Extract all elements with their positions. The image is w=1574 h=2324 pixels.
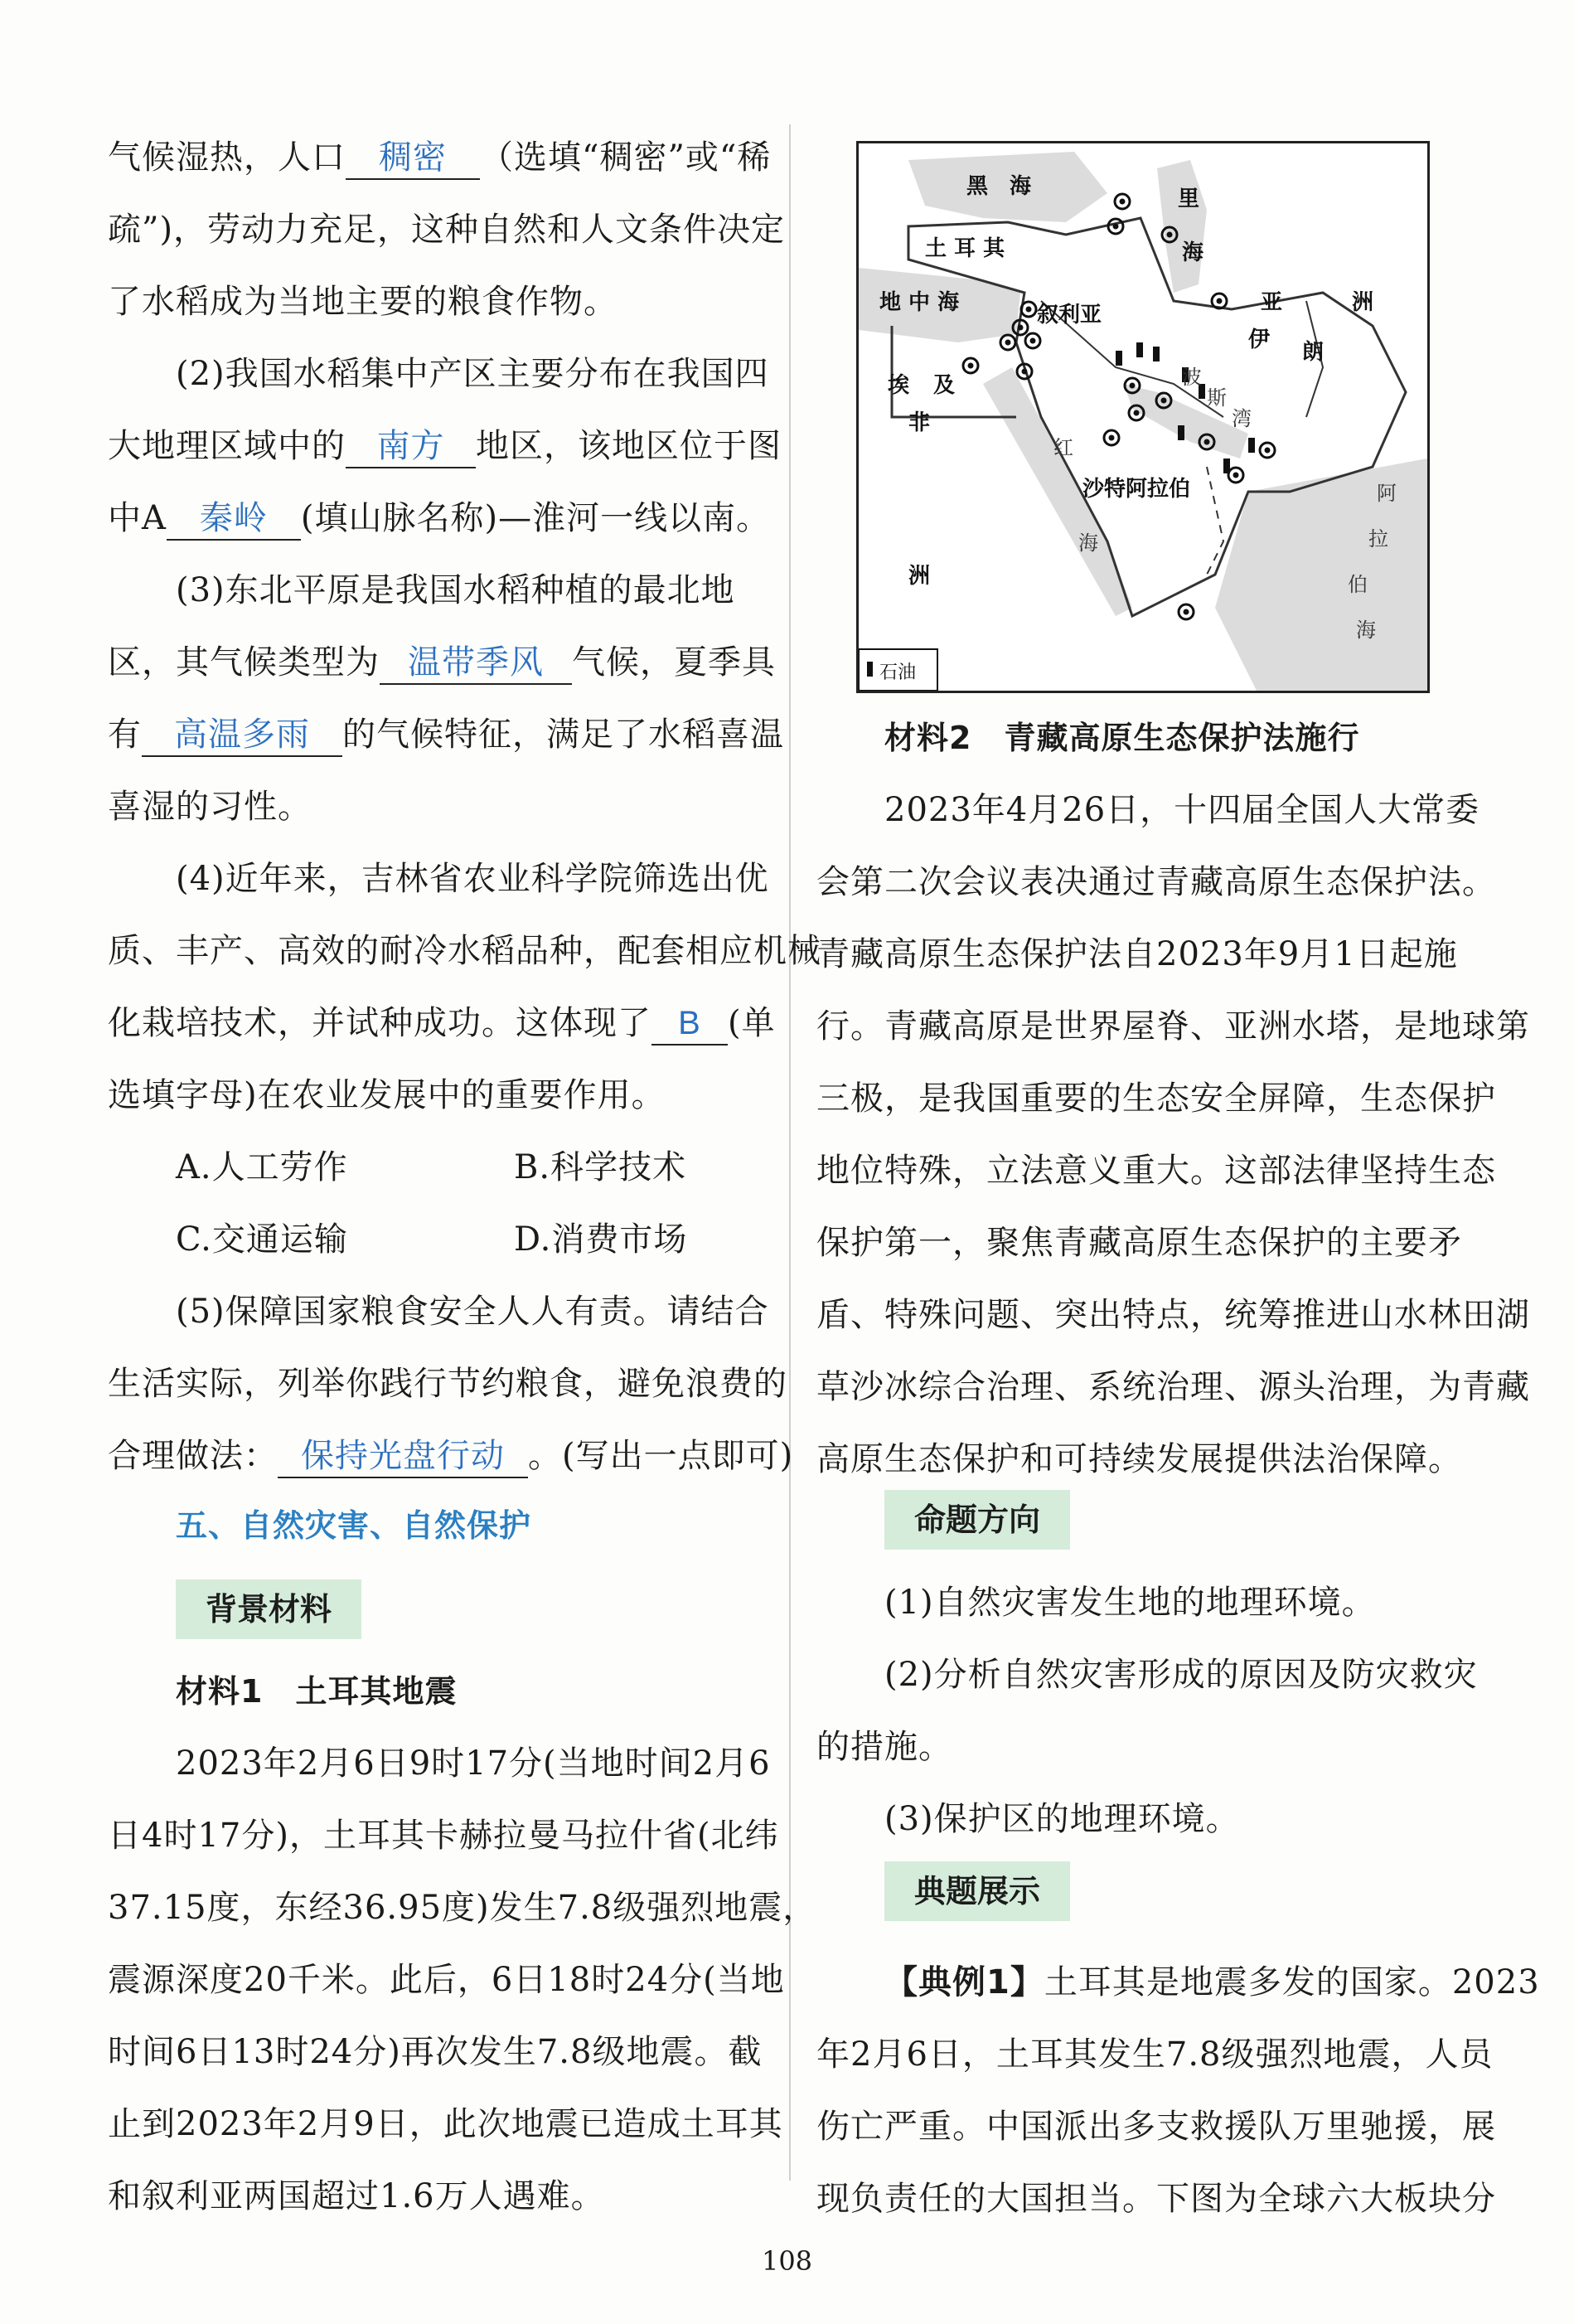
- legend-text: 石油: [879, 662, 917, 683]
- question-2: (2)我国水稻集中产区主要分布在我国四: [176, 355, 769, 393]
- map-label: 朗: [1302, 340, 1325, 365]
- text-line: 草沙冰综合治理、系统治理、源头治理，为青藏: [816, 1368, 1530, 1406]
- map-label: 及: [933, 373, 956, 398]
- direction-item-1: (1)自然灾害发生地的地理环境。: [884, 1584, 1376, 1622]
- text-line: 喜湿的习性。: [108, 788, 312, 826]
- map-label: 里: [1178, 187, 1200, 211]
- direction-item-3: (3)保护区的地理环境。: [884, 1800, 1240, 1838]
- text-line: 化栽培技术，并试种成功。这体现了 B (单: [108, 1002, 776, 1046]
- text-line: 青藏高原生态保护法自2023年9月1日起施: [816, 935, 1458, 973]
- question-4: (4)近年来，吉林省农业科学院筛选出优: [176, 860, 769, 898]
- text-line: 生活实际，列举你践行节约粮食，避免浪费的: [108, 1365, 787, 1403]
- text-line: 会第二次会议表决通过青藏高原生态保护法。: [816, 863, 1496, 901]
- text-line: 盾、特殊问题、突出特点，统筹推进山水林田湖: [816, 1296, 1530, 1334]
- text-line: 37.15度，东经36.95度)发生7.8级强烈地震，: [108, 1889, 817, 1927]
- material-1-title: 材料1 土耳其地震: [176, 1673, 458, 1710]
- answer-blank: B: [651, 1002, 728, 1046]
- option-d: D.消费市场: [514, 1220, 688, 1259]
- example-1: 【典例1】土耳其是地震多发的国家。2023: [884, 1963, 1540, 2001]
- map-figure: [859, 143, 1427, 691]
- answer-blank: 南方: [346, 425, 476, 468]
- map-label: 拉: [1368, 527, 1388, 551]
- text-line: 气候湿热，人口 稠密 （选填“稠密”或“稀: [108, 137, 771, 180]
- text-line: 保护第一，聚焦青藏高原生态保护的主要矛: [816, 1224, 1462, 1262]
- column-divider: [789, 124, 791, 2181]
- map-label: 海: [1182, 240, 1204, 265]
- text-line: 震源深度20千米。此后，6日18时24分(当地: [108, 1961, 785, 1999]
- map-label: 沙特阿拉伯: [1082, 477, 1191, 502]
- text-line: 现负责任的大国担当。下图为全球六大板块分: [816, 2180, 1496, 2218]
- option-a: A.人工劳作: [176, 1148, 348, 1186]
- answer-blank: 稠密: [346, 137, 480, 180]
- text-line: 时间6日13时24分)再次发生7.8级地震。截: [108, 2033, 763, 2071]
- option-b: B.科学技术: [514, 1148, 687, 1186]
- section-title: 五、自然灾害、自然保护: [176, 1507, 532, 1544]
- map-label: 阿: [1377, 482, 1397, 505]
- map-label: 叙利亚: [1037, 303, 1102, 327]
- text-line: 中A 秦岭 (填山脉名称)—淮河一线以南。: [108, 497, 770, 541]
- example-label: 典题展示: [884, 1861, 1070, 1921]
- text-line: 高原生态保护和可持续发展提供法治保障。: [816, 1440, 1462, 1478]
- text-line: 大地理区域中的 南方 地区，该地区位于图: [108, 425, 782, 468]
- map-label: 波: [1182, 366, 1202, 389]
- map-label: 湾: [1232, 407, 1252, 430]
- material-2-title: 材料2 青藏高原生态保护法施行: [884, 720, 1360, 756]
- map-label: 斯: [1207, 386, 1227, 410]
- direction-label: 命题方向: [884, 1490, 1070, 1550]
- example-tag: 【典例1】: [884, 1963, 1044, 2001]
- map-label: 伊: [1248, 327, 1271, 352]
- map-label: 洲: [1352, 290, 1374, 315]
- text-line: 2023年2月6日9时17分(当地时间2月6: [176, 1744, 771, 1783]
- answer-blank: 秦岭: [167, 497, 301, 541]
- text-line: 有 高温多雨 的气候特征，满足了水稻喜温: [108, 714, 784, 757]
- map-label: 海: [1078, 531, 1098, 555]
- map-label: 洲: [908, 564, 931, 589]
- text-line: 选填字母)在农业发展中的重要作用。: [108, 1076, 666, 1114]
- map-label: 非: [908, 410, 931, 435]
- direction-item-2: (2)分析自然灾害形成的原因及防灾救灾: [884, 1656, 1478, 1694]
- text-line: 止到2023年2月9日，此次地震已造成土耳其: [108, 2105, 783, 2143]
- text-line: 质、丰产、高效的耐冷水稻品种，配套相应机械: [108, 932, 821, 970]
- option-c: C.交通运输: [176, 1220, 348, 1259]
- question-3: (3)东北平原是我国水稻种植的最北地: [176, 571, 735, 609]
- text-line: 疏”)，劳动力充足，这种自然和人文条件决定: [108, 211, 786, 249]
- page-number: 108: [761, 2245, 813, 2277]
- text-line: 和叙利亚两国超过1.6万人遇难。: [108, 2177, 605, 2215]
- text-line: 年2月6日，土耳其发生7.8级强烈地震，人员: [816, 2035, 1494, 2074]
- map-label: 亚: [1261, 290, 1283, 315]
- text-line: 合理做法： 保持光盘行动 。(写出一点即可): [108, 1435, 793, 1478]
- middle-east-map: [856, 141, 1430, 693]
- text-line: 日4时17分)，土耳其卡赫拉曼马拉什省(北纬: [108, 1817, 779, 1855]
- question-5: (5)保障国家粮食安全人人有责。请结合: [176, 1293, 769, 1331]
- map-label: 海: [1356, 619, 1376, 642]
- background-label: 背景材料: [176, 1579, 361, 1639]
- text-line: 区，其气候类型为 温带季风 气候，夏季具: [108, 642, 776, 685]
- answer-blank: 保持光盘行动: [278, 1435, 528, 1478]
- map-label: 地 中 海: [879, 290, 960, 315]
- text-line: 的措施。: [816, 1728, 952, 1766]
- answer-blank: 温带季风: [380, 642, 572, 685]
- text-line: 2023年4月26日，十四届全国人大常委: [884, 791, 1480, 829]
- map-label: 土 耳 其: [925, 236, 1005, 261]
- map-label: 黑 海: [966, 174, 1032, 199]
- oil-legend-icon: [867, 662, 873, 677]
- map-label: 伯: [1348, 573, 1368, 596]
- text-line: 伤亡严重。中国派出多支救援队万里驰援，展: [816, 2108, 1496, 2146]
- text-line: 了水稻成为当地主要的粮食作物。: [108, 283, 617, 321]
- text-line: 行。青藏高原是世界屋脊、亚洲水塔，是地球第: [816, 1007, 1530, 1046]
- map-label: 红: [1053, 436, 1073, 459]
- text-line: 地位特殊，立法意义重大。这部法律坚持生态: [816, 1152, 1496, 1190]
- answer-blank: 高温多雨: [142, 714, 342, 757]
- map-label: 埃: [888, 373, 910, 398]
- text-line: 三极，是我国重要的生态安全屏障，生态保护: [816, 1080, 1496, 1118]
